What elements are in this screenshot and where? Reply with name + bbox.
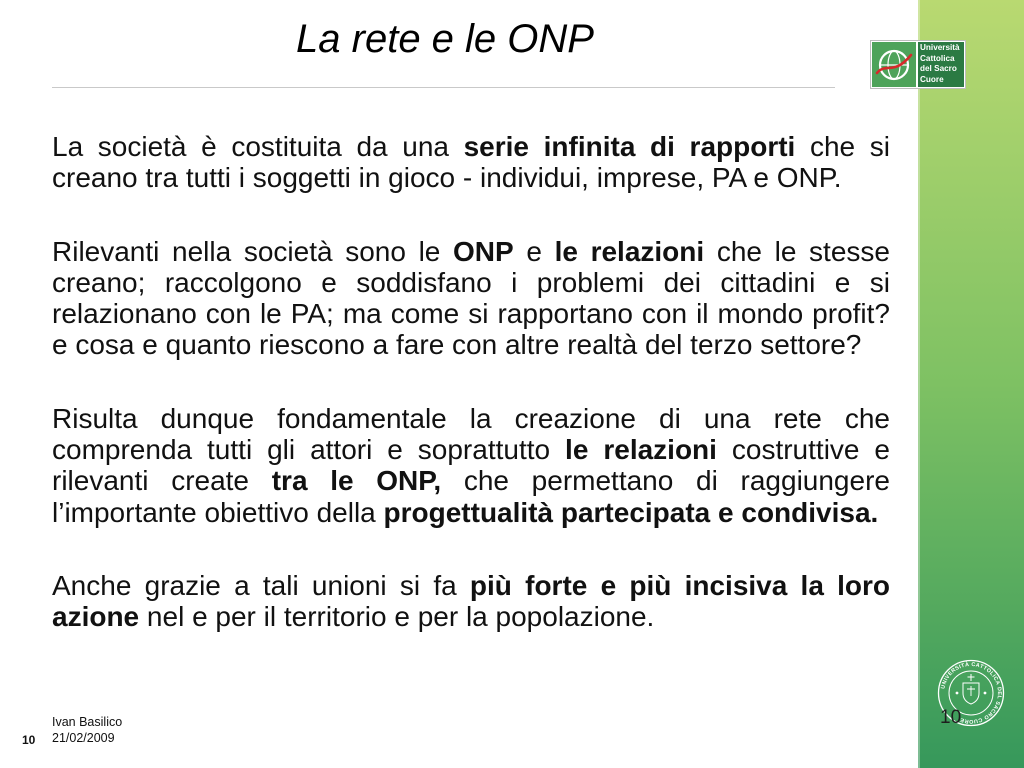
emphasis-text: ONP — [453, 235, 514, 267]
emphasis-text: le relazioni — [565, 434, 717, 466]
paragraph-text: Anche grazie a tali unioni si fa — [52, 569, 470, 601]
page-number: 10 — [940, 707, 962, 728]
emphasis-text: più forte e più incisiva la loro azione — [52, 569, 891, 633]
seal-lettering: UNIVERSITÀ CATTOLICA DEL SACRO CUORE — [940, 661, 1003, 725]
body-paragraph-3 — [52, 403, 890, 528]
paragraph-text: che si creano tra tutti i soggetti in gioco - individui, imprese, PA e ONP. — [52, 131, 890, 194]
footer-date: 21/02/2009 — [52, 731, 115, 745]
paragraph-text: nel e per il territorio e per la popolazione. — [139, 601, 655, 633]
slide-body — [52, 131, 890, 675]
paragraph-text: Rilevanti nella società sono le — [52, 235, 454, 267]
logo-line: Università — [920, 43, 960, 52]
paragraph-text: che le stesse creano; raccolgono e soddisfano i problemi dei cittadini e si relazionano con le PA; ma come si rapportano con il mondo profit? e cosa e quanto riescono a fare con altre realtà del terzo settore? — [52, 235, 890, 361]
emphasis-text: serie infinita di rapporti — [463, 131, 796, 162]
slide-title: La rete e le ONP — [296, 17, 594, 61]
logo-line: Cuore — [920, 74, 944, 84]
body-paragraph-1 — [52, 131, 890, 194]
logo-line: del Sacro — [920, 64, 957, 73]
university-logo-icon — [872, 42, 916, 87]
paragraph-text: e — [513, 235, 555, 267]
paragraph-text: che permettano di raggiungere l’importante obiettivo della — [52, 465, 890, 528]
footer-slide-number: 10 — [22, 733, 36, 747]
body-paragraph-2 — [52, 236, 890, 361]
body-paragraph-4 — [52, 570, 890, 633]
paragraph-text: Risulta dunque fondamentale la creazione di una rete che comprenda tutti gli attori e soprattutto — [52, 402, 890, 466]
paragraph-text: La società è costituita da una — [52, 131, 464, 162]
university-logo — [870, 40, 966, 89]
sidebar-band — [918, 0, 1024, 768]
title-divider — [52, 87, 835, 88]
emphasis-text: le relazioni — [554, 235, 705, 267]
footer-author: Ivan Basilico — [52, 715, 123, 729]
logo-wordmark — [918, 42, 964, 87]
emphasis-text: progettualità partecipata e condivisa. — [383, 496, 879, 528]
logo-line: Cattolica — [920, 53, 955, 63]
paragraph-text: costruttive e rilevanti create — [52, 434, 891, 497]
emphasis-text: tra le ONP, — [271, 465, 442, 497]
